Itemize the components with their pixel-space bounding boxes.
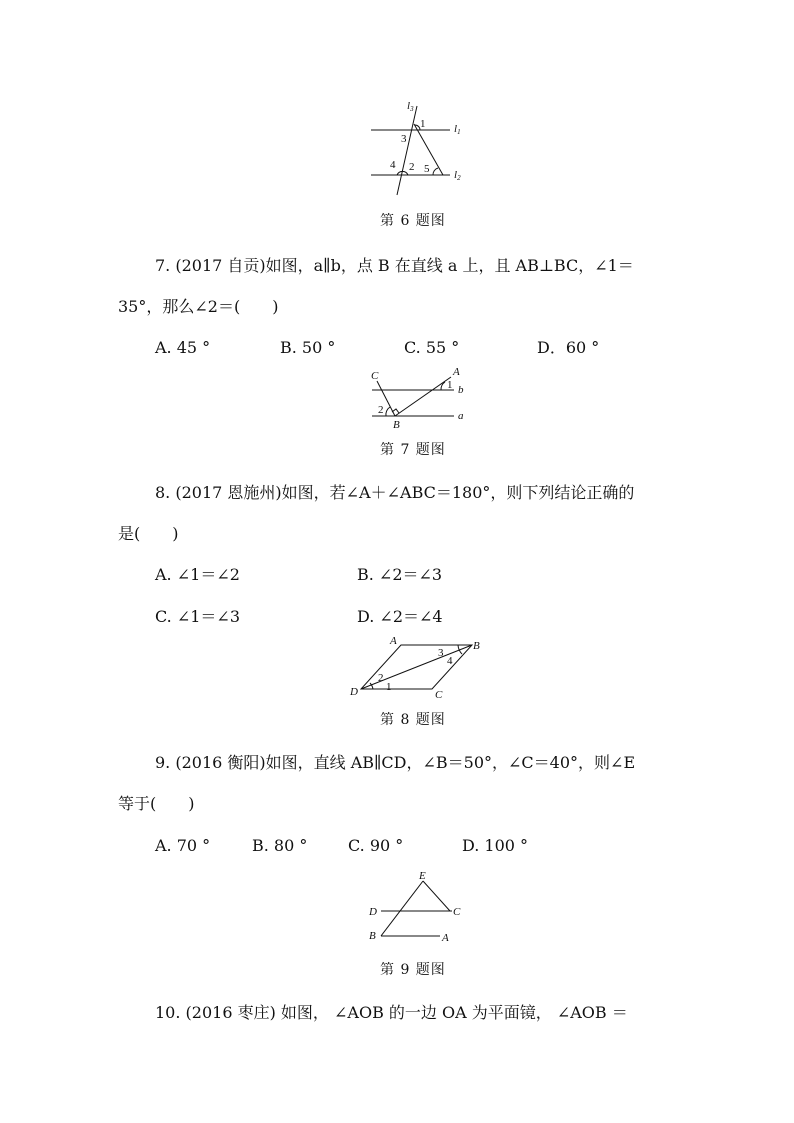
caption-figure-7: 第 7 题图 [380, 442, 446, 458]
question-7-option-d: D．60 ° [537, 338, 600, 357]
angle-label-2: 2 [409, 161, 415, 173]
question-9-option-a: A. 70 ° [155, 836, 211, 855]
angle-label-2: 2 [378, 404, 384, 416]
segment-BE [381, 881, 423, 936]
angle-label-1: 1 [447, 379, 453, 391]
label-l2: l2 [454, 169, 461, 182]
question-7-line-1: 7. (2017 自贡)如图，a∥b，点 B 在直线 a 上，且 AB⊥BC，∠1＝ [155, 256, 634, 275]
label-B: B [473, 640, 480, 652]
segment-EC [423, 881, 450, 911]
label-A: A [390, 635, 397, 647]
label-D: D [350, 686, 358, 698]
question-9-line-2: 等于( ) [118, 794, 195, 813]
question-7-option-c: C. 55 ° [404, 338, 460, 357]
label-A: A [442, 932, 449, 944]
label-A: A [453, 366, 460, 378]
angle-label-4: 4 [390, 159, 396, 171]
angle-arc-2 [386, 407, 390, 416]
caption-figure-6: 第 6 题图 [380, 213, 446, 229]
question-8-option-a: A. ∠1＝∠2 [155, 565, 240, 584]
label-C: C [435, 689, 443, 700]
question-8-line-1: 8. (2017 恩施州)如图，若∠A＋∠ABC＝180°，则下列结论正确的 [155, 483, 635, 502]
angle-label-5: 5 [424, 163, 430, 175]
angle-label-3: 3 [401, 133, 407, 145]
angle-label-4: 4 [447, 655, 453, 667]
label-B: B [393, 419, 400, 430]
segment-BA [395, 377, 451, 416]
label-l1: l1 [454, 123, 461, 136]
question-7-option-a: A. 45 ° [155, 338, 211, 357]
question-9-option-c: C. 90 ° [348, 836, 404, 855]
question-9-line-1: 9. (2016 衡阳)如图，直线 AB∥CD，∠B＝50°，∠C＝40°，则∠E [155, 753, 636, 772]
figure-8 [346, 634, 486, 700]
question-8-line-2: 是( ) [118, 524, 179, 543]
question-7-line-2: 35°，那么∠2＝( ) [118, 297, 279, 316]
label-C: C [371, 370, 379, 382]
label-B: B [369, 930, 376, 942]
question-7-option-b: B. 50 ° [280, 338, 336, 357]
angle-label-3: 3 [438, 647, 444, 659]
question-8-option-b: B. ∠2＝∠3 [357, 565, 443, 584]
label-E: E [419, 870, 426, 882]
angle-label-1: 1 [420, 118, 426, 130]
question-9-option-d: D. 100 ° [462, 836, 529, 855]
figure-9 [364, 868, 474, 948]
caption-figure-8: 第 8 题图 [380, 712, 446, 728]
line-l3 [397, 106, 417, 195]
question-8-option-d: D. ∠2＝∠4 [357, 607, 443, 626]
question-10-line-1: 10. (2016 枣庄) 如图， ∠AOB 的一边 OA 为平面镜， ∠AOB ＝ [155, 1003, 628, 1022]
angle-label-1: 1 [386, 681, 392, 693]
label-l3: l3 [407, 100, 414, 113]
angle-arc-5 [433, 168, 438, 175]
question-9-option-b: B. 80 ° [252, 836, 308, 855]
figure-6 [366, 100, 476, 196]
caption-figure-9: 第 9 题图 [380, 962, 446, 978]
label-C: C [453, 906, 461, 918]
figure-7 [364, 364, 476, 430]
question-8-option-c: C. ∠1＝∠3 [155, 607, 241, 626]
label-a: a [458, 410, 464, 422]
label-b: b [458, 384, 464, 396]
angle-label-2: 2 [378, 672, 384, 684]
label-D: D [369, 906, 377, 918]
